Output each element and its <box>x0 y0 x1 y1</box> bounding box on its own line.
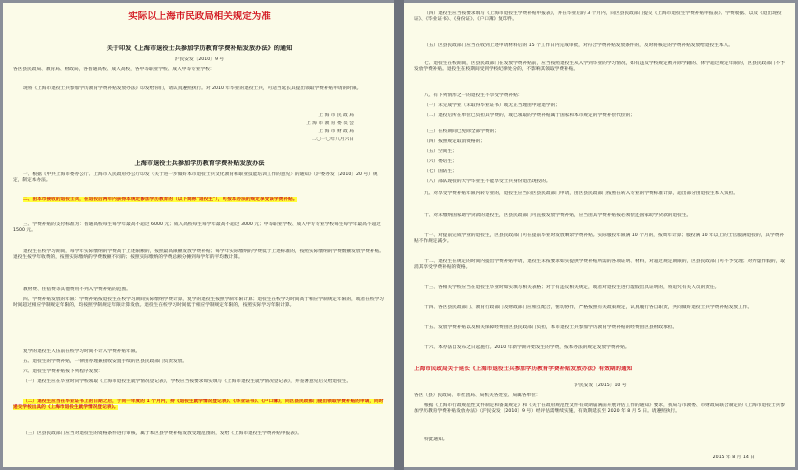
clause-8-6: （六）委培生； <box>424 159 457 164</box>
document-page-right <box>404 3 795 467</box>
clause-9: 九、对享受学费补贴年限内转专业的，退役生应当向区县民政部门申请，由区县民政部门按照在转入专业的学费标准计算，超出部分由退役生本人负担。 <box>424 191 739 196</box>
notice-2-body: 根据《上海市行政规范性文件制定和备案规定》和《关于在政府规范性文件有效期届满前开展评估工作的通知》要求，我局与市教委、市财政局联合制定的《上海市退役士兵参加学历教育学费补贴发放办法》（沪民安发〔2010〕9 号）经评估需继续实施，有效期延长至 2020 年 8 月 5 日。请遵照执行。 <box>414 403 785 415</box>
clause-3-detail: 退役生在校学习期间，每学年实际缴纳的学费高于上述限额的，按照最高限额发放学费补贴；每学年实际缴纳的学费低于上述标准的，按照实际缴纳的学费数额发放学费补贴。退役生按学年收费的，按照实际缴纳的学费数额不同的；按照实际缴纳的学费总额分摊到每学年的平均数计算。 <box>13 249 384 261</box>
clause-8-3: （三）在校期间已免除全部学费的； <box>424 129 500 134</box>
clause-4-note: 复学的退役生人伍前在校学习时间不计入学费补贴年限。 <box>23 349 141 354</box>
clause-8: 八、有下列情形之一的退役生不享受学费补贴： <box>424 93 523 98</box>
doc-number: 沪民安发〔2010〕9 号 <box>174 57 225 62</box>
clause-16: 十六、本办法自发布之日起施行。2010 年新学期开始发生的学费，按本办法的规定发放学费补贴。 <box>424 345 630 350</box>
clause-3-note: 教材费、住宿费等其他费用不列入学费补贴的范围。 <box>23 287 131 292</box>
clause-15: 十五、发放学费补贴以及相关保障经费由区县民政部门负担，本市退役士兵参加学历教育学费补贴的经费由区县财政承担。 <box>424 325 678 330</box>
clause-1: 一、根据《中共上海市委办公厅、上海市人民政府办公厅印发〈关于进一步做好本市退役士兵文化教育和职业技能培训工作的意见〉的通知》（沪委办发〔2010〕20 号）规定，制定本办法。 <box>13 172 378 184</box>
clause-8-2: （二）退役后所在单位已负担其学费的，或已领取的学费补贴属于国家和本市规定的学费补偿代偿的； <box>424 113 635 118</box>
clause-6-2-text: （二）退役生应当在毕业证书上的日期之后，于同一年度的 1 个月内，持《退役生就学情况登记表》、《毕业证书》、《户口簿》，向区县民政部门提出领取学费补贴的申请，同时递交学校出具的《上海市退役生就学情况登记表》。 <box>13 399 384 411</box>
clause-6-1: （一）退役生应在毕业时向学校领取《上海市退役生就学情况登记表》，学校应当按要求如实填写《上海市退役生就学情况登记表》，并签署意见后交给退役生。 <box>23 379 352 384</box>
clause-4: 四、学费补贴发放的年限：学费补贴按退役生在校学习期间实际缴纳学费计算，复学的退役生按照学制年限计算；退役生在校学习时间高于相应学制规定年限的，或者在校学习时间超过相应学制规定年限的，均按照学制规定年限计算发放。退役生在校学习时间低于相应学制规定年限的，按照实际学习年限计算。 <box>13 297 384 309</box>
signatory-1: 上 海 市 民 政 局 <box>318 113 354 118</box>
clause-6-2 <box>13 399 386 412</box>
page-header: 实际以上海市民政局相关规定为准 <box>128 11 271 22</box>
page-gap <box>394 0 404 470</box>
notice-2-closing: 特此通知。 <box>424 437 448 442</box>
clause-11: 十一、对提前完成学业的退役生，区县民政部门可在提前毕业时发放剩余学费补贴。实际服役年限满 10 个月的，按周年计算；服役满 10 年以上的士官服满退役的，其学费补贴不作规定减少。 <box>414 233 785 245</box>
signatory-2: 上 海 市 教 育 委 员 会 <box>306 121 354 126</box>
clause-6-4: （四）退役生应当按要求填写《上海市退役生学费补贴申报表》，并在毕业后的 3 个月内，向区县民政部门提交《上海市退役生学费补贴申报表》、学费收据、以及《退出现役证》、《毕业证书》、《身份证》、《户口簿》复印件。 <box>414 11 782 23</box>
clause-3: 三、学费补贴的支付标准为：普通高校每生每学年最高不超过 6000 元；成人高校每生每学年最高不超过 3000 元；中等职业学校、成人中专专业学校每生每学年最高不超过 1500 元。 <box>13 222 383 234</box>
notice-body: 现将《上海市退役士兵参加学历教育学费补贴发放办法》印发给你们，请认真遵照执行。对 2010 年毕业的退役士兵，可适当延长其提出领取学费补贴申请的时限。 <box>23 86 362 91</box>
document-page-left <box>3 3 394 467</box>
clause-12: 十二、退役生在规定的时间内提出学费补贴申请，退役生未按要求如实提供学费补贴所需的各项证明、材料，对超过规定期限的，区县民政部门可不予受理；对弄虚作假的，取消其享受学费补贴的资格。 <box>414 259 785 271</box>
clause-5: 五、退役生的学费补贴，一律由办理兼接收安置手续的区县民政部门负责发放。 <box>23 359 188 364</box>
clause-6: 六、退役生学费补贴按下列程序发放： <box>23 369 103 374</box>
clause-2-text: 二、由本市接收的退役士兵，在退役后两年内获得本规定参加学历教育的（以下简称"退役生"），可按本办法的规定享受该学费补贴。 <box>23 197 298 202</box>
clause-6-3: （三）区县民政部门应当对退役生的资格条件进行审核，属于本区县学费补贴发放受理范围的，发给《上海市退役生学费补贴申报表》。 <box>23 431 302 436</box>
notice-title: 关于印发《上海市退役士兵参加学历教育学费补贴发放办法》的通知 <box>106 45 293 52</box>
clause-2 <box>13 197 386 203</box>
notice-2-title: 上海市民政局关于延长《上海市退役士兵参加学历教育学费补贴发放办法》有效期的通知 <box>414 366 633 372</box>
addressees: 各区县民政局、教育局、财政局，各普通高校、成人高校，各中等职业学校、成人中等专业学校： <box>13 67 215 72</box>
clause-8-5: （五）空间生； <box>424 149 457 154</box>
clause-8-1: （一）未完成学业（未取得毕业证书）或无正当理由中途退学的； <box>424 103 560 108</box>
doc-2-number: 沪民安发〔2015〕10 号 <box>574 383 627 388</box>
clause-8-8: （八）部队现役的大学毕业生不能享受士兵身份退出现役的。 <box>424 179 551 184</box>
clause-7: 七、退役生在校期间，区县民政部门在发放学费补贴前，应当按照退役生从入学到毕业的学习情况，如有违反学校规定被开除学籍的、休学超过规定年限的，区县民政部门不予发放学费补贴。退役生在校期间受到学校纪律处分的，不影响其领取学费补贴。 <box>414 61 785 73</box>
clause-10: 十、对未缴纳国家助学贷款的退役生，区县民政部门可直接发放学费补贴，应当由其学费补贴按必须偿还国家助学贷款的退役生。 <box>424 213 692 218</box>
clause-8-7: （七）国防生； <box>424 169 457 174</box>
addressees-2: 各区（县）民政局、市社团局、局机关各处室、局属各单位： <box>414 393 541 398</box>
notice-2-date: 2015 年 8 月 14 日 <box>712 455 755 460</box>
clause-8-4: （四）按照规定取消资格的； <box>424 139 485 144</box>
signatory-3: 上 海 市 财 政 局 <box>318 129 354 134</box>
clause-14: 十四、各区县民政部门、教育行政部门及财政部门应相互配合，密切协作，严格按照有关政策规定，认真履行各自职责，共同做好退役士兵学费补贴发放工作。 <box>424 305 753 310</box>
clause-13: 十三、各相关学校应当在退役生毕业时如实填写相关表格；对于有违反相关规定，或者对退役生进行虚假出具证明的，将追究有关人员的责任。 <box>424 285 720 290</box>
clause-6-5: （五）区县民政部门应当在收到上述申请材料后的 15 个工作日内完成审批，对符合学费补贴发放条件的，及时将核定的学费补贴发放给退役生本人。 <box>424 43 733 48</box>
sign-date: 二〇一〇年八月六日 <box>311 137 354 142</box>
measures-title: 上海市退役士兵参加学历教育学费补贴发放办法 <box>134 160 265 167</box>
